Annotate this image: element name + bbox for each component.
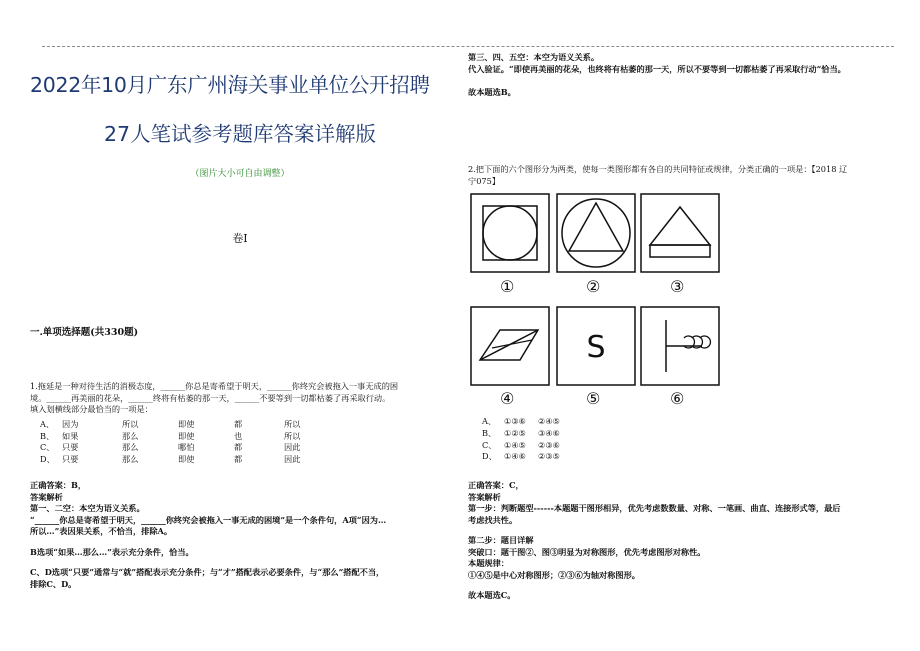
figure-4 — [470, 306, 550, 386]
header-rule — [42, 46, 894, 47]
q2-option-d: D、 ①④⑥ ②③⑤ — [482, 451, 561, 462]
q1-analysis-3: 所以…”表因果关系，不恰当，排除A。 — [30, 526, 173, 536]
figure-6 — [640, 306, 720, 386]
q1-analysis-2: “______你总是寄希望于明天，______你终究会被拖入一事无成的困境”是一个条件句，A项“因为… — [30, 514, 387, 525]
question-2-options — [482, 416, 578, 463]
q1-analysis-8: 代入验证。“即使再美丽的花朵，也终将有枯萎的那一天，所以不要等到一切都枯萎了再采取行动”恰当。 — [468, 63, 846, 74]
question-2-stem — [468, 164, 898, 187]
question-2-analysis — [468, 480, 900, 602]
q1-analysis-continued — [468, 52, 900, 99]
q2-analysis-3: 第二步：题目详解 — [468, 535, 534, 545]
figure-5-letter: S — [586, 330, 606, 365]
figure-6-label: ⑥ — [670, 389, 685, 408]
q1-line2: 境。______再美丽的花朵，______终将有枯萎的那一天，______不要等到一切都枯萎了再采取行动。 — [30, 392, 391, 403]
q2-answer: 正确答案：C， — [468, 480, 524, 490]
q2-analysis-2: 考虑找共性。 — [468, 514, 518, 525]
figure-4-label: ④ — [500, 389, 515, 408]
q2-analysis-5: 本题规律： — [468, 558, 509, 568]
volume-label: 卷I — [232, 232, 248, 245]
q2-conclusion: 故本题选C。 — [468, 590, 516, 600]
figure-2-label: ② — [586, 277, 601, 296]
q2-analysis-1: 第一步：判断题型------本题题干图形相异，优先考虑数数量、对称、一笔画、曲直、连接形式等，最后 — [468, 503, 841, 513]
figure-3-label: ③ — [670, 277, 685, 296]
q2-option-a: A、 ①③⑥ ②④⑤ — [482, 416, 561, 426]
figure-5-label: ⑤ — [586, 389, 601, 408]
figure-1 — [470, 193, 550, 273]
figure-5 — [556, 306, 636, 386]
figure-1-label: ① — [500, 277, 515, 296]
q1-analysis-1: 第一、二空：本空为语义关系。 — [30, 503, 145, 513]
q1-analysis-6: 排除C、D。 — [30, 578, 77, 589]
figure-3 — [640, 193, 720, 273]
q1-line1: 1.拖延是一种对待生活的消极态度，______你总是寄希望于明天，______你终究会被拖入一事无成的困 — [30, 381, 399, 391]
option-row-d: D、 只要 那么 即使 都 因此 — [40, 453, 301, 464]
q2-analysis-6: ①④⑤是中心对称图形；②③⑥为轴对称图形。 — [468, 569, 640, 580]
question-1-analysis — [30, 480, 448, 590]
q1-analysis-4: B选项“如果…那么…”表示充分条件，恰当。 — [30, 546, 194, 557]
q2-line2: 宁075】 — [468, 175, 501, 186]
q1-answer: 正确答案：B， — [30, 480, 87, 490]
q1-analysis-7: 第三、四、五空：本空为语义关系。 — [468, 52, 600, 62]
q1-analysis-5: C、D选项“只要”通常与“就”搭配表示充分条件；与“才”搭配表示必要条件，与“那么”搭配不当， — [30, 567, 385, 577]
q2-analysis-title: 答案解析 — [468, 491, 501, 502]
option-row-a: A、 因为 所以 即使 都 所以 — [40, 419, 301, 429]
figure-2 — [556, 193, 636, 273]
q1-line3: 填入划横线部分最恰当的一项是： — [30, 404, 153, 414]
subtitle-note: （图片大小可自由调整） — [190, 169, 290, 179]
question-1-stem — [30, 381, 448, 416]
option-row-b: B、 如果 那么 即使 也 所以 — [40, 430, 301, 441]
document-title-line2: 27人笔试参考题库答案详解版 — [103, 122, 377, 146]
question-1-options — [40, 419, 334, 465]
option-row-c: C、 只要 那么 哪怕 都 因此 — [40, 442, 301, 453]
q2-line1: 2.把下面的六个图形分为两类，使每一类图形都有各自的共同特征或规律，分类正确的一项是：【2018 辽 — [468, 164, 848, 174]
q1-conclusion: 故本题选B。 — [468, 87, 516, 97]
q2-option-b: B、 ①②⑤ ③④⑥ — [482, 427, 561, 438]
section-heading: 一.单项选择题(共330题) — [30, 327, 139, 338]
q2-option-c: C、 ①④⑤ ②③⑥ — [482, 439, 561, 450]
q2-analysis-4: 突破口：题干图②、图③明显为对称图形，优先考虑图形对称性。 — [468, 546, 706, 557]
document-title-line1: 2022年10月广东广州海关事业单位公开招聘 — [30, 73, 430, 97]
q1-analysis-title: 答案解析 — [30, 491, 63, 502]
